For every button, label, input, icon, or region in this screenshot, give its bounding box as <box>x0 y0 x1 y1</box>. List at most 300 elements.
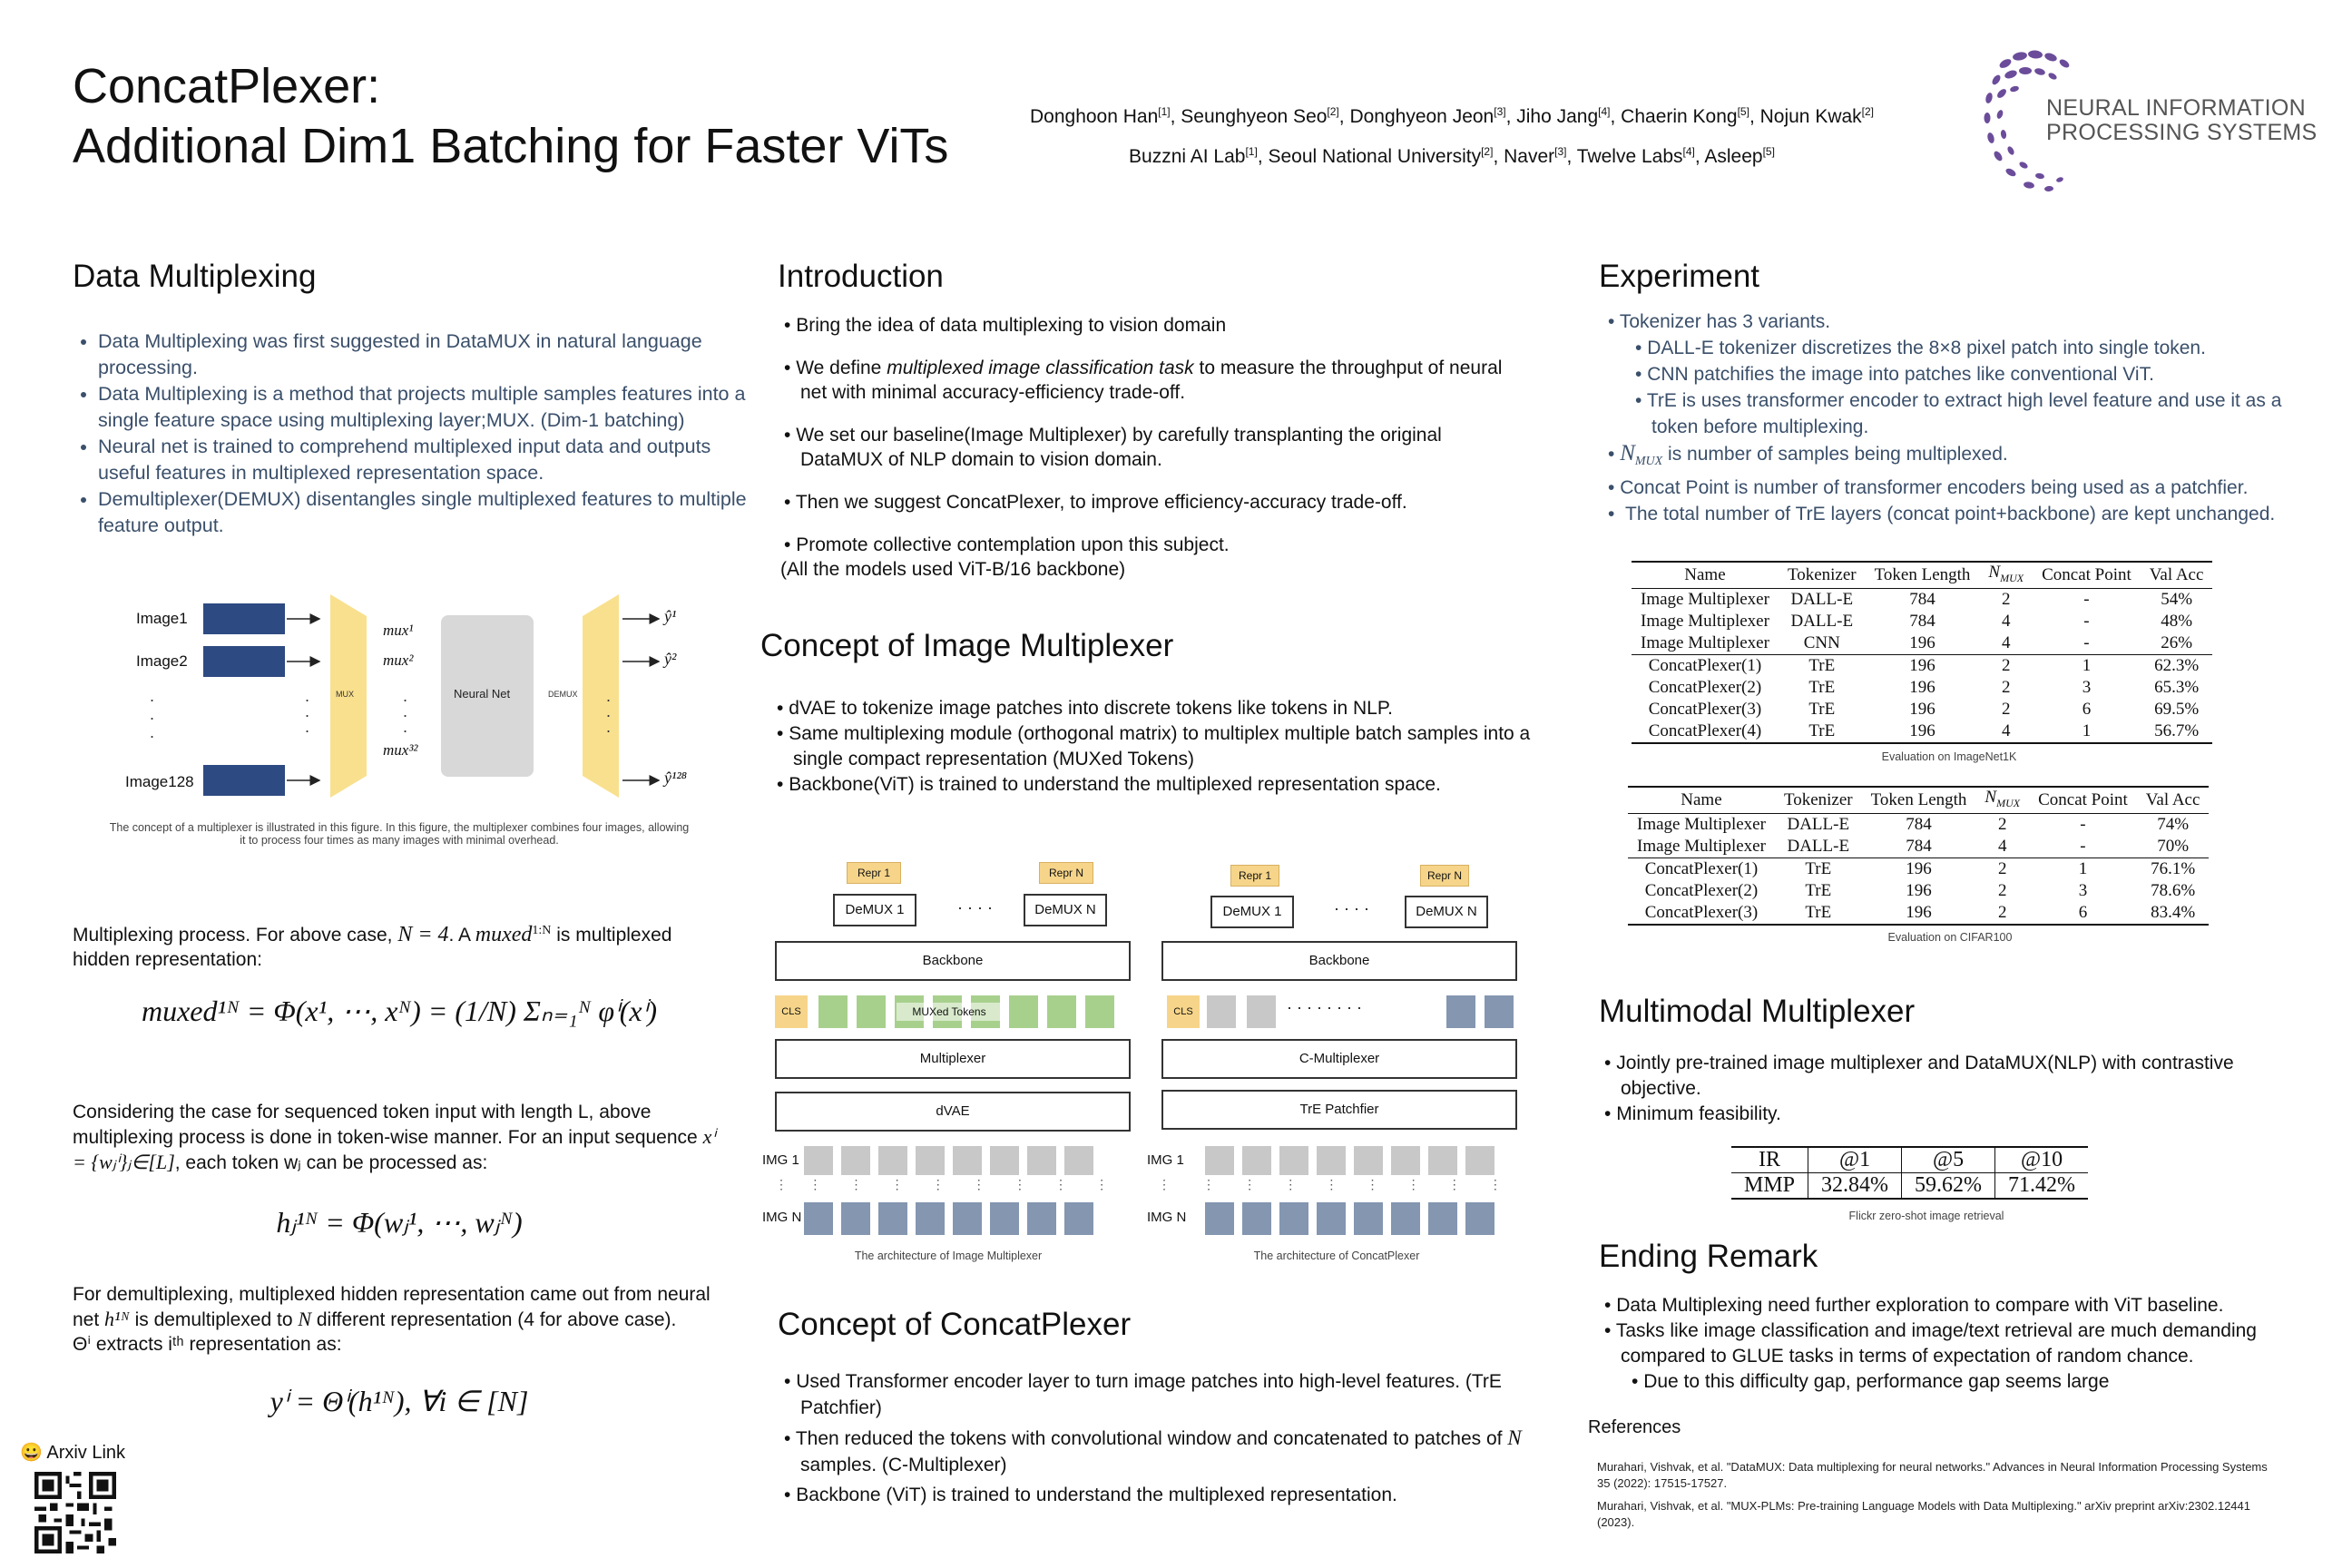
table-cell: 54% <box>2161 589 2193 609</box>
table-cell: 74% <box>2157 814 2190 834</box>
table-row <box>1628 836 2209 858</box>
table-cell: 196 <box>1862 858 1976 880</box>
image-patch <box>1465 1146 1494 1175</box>
table-cell: 6 <box>2029 902 2137 925</box>
token-ellipsis: · · · · · · · · <box>1287 998 1362 1016</box>
repr-1-box: Repr 1 <box>1230 865 1279 887</box>
bullet-text: Tokenizer has 3 variants. <box>1619 311 1831 332</box>
list-item: • Then we suggest ConcatPlexer, to improve efficiency-accuracy trade-off. <box>784 492 1407 513</box>
affiliation-name: Asleep <box>1704 146 1763 167</box>
svg-text:.: . <box>403 718 408 736</box>
table-cell: 1 <box>2033 720 2141 743</box>
table-cell: TrE <box>1808 699 1836 719</box>
bullet-text: Used Transformer encoder layer to turn image patches into high-level features. (TrE Patchfier) <box>796 1371 1502 1418</box>
table-cell: 196 <box>1909 677 1936 697</box>
table-caption: Flickr zero-shot image retrieval <box>1848 1210 2004 1222</box>
image-patch <box>953 1146 982 1175</box>
ending-body <box>1599 1293 2307 1395</box>
cifar100-results-table <box>1628 786 2209 926</box>
table-row <box>1632 611 2212 632</box>
table-cell: 784 <box>1909 589 1936 609</box>
table-cell: 3 <box>2078 880 2088 900</box>
table-cell: 83.4% <box>2137 902 2210 925</box>
tre-patchfier-box: TrE Patchfier <box>1161 1090 1517 1130</box>
table-cell: TrE <box>1775 902 1862 925</box>
qr-code[interactable] <box>34 1472 116 1553</box>
mux-label: MUX <box>336 690 354 699</box>
multiplexing-process-text <box>73 918 726 972</box>
concept-concatplexer-body <box>780 1368 1524 1508</box>
bullet-text: is number of samples being multiplexed. <box>1662 444 2008 465</box>
img-1-label: IMG 1 <box>762 1152 799 1168</box>
table-cell: 196 <box>1862 902 1976 925</box>
bullet-text: Backbone (ViT) is trained to understand the multiplexed representation. <box>796 1485 1397 1505</box>
table-cell: 62.3% <box>2141 654 2213 677</box>
svg-text:.: . <box>305 687 310 705</box>
multiplexer-figure-graphics <box>109 576 708 821</box>
list-item: • Backbone(ViT) is trained to understand the multiplexed representation space. <box>777 774 1441 795</box>
image-patch <box>1317 1202 1346 1235</box>
svg-text:.: . <box>403 702 408 720</box>
emphasis-text: multiplexed image classification task <box>887 358 1194 378</box>
table-cell: Image Multiplexer <box>1641 589 1769 609</box>
bullet-text: Tasks like image classification and image/text retrieval are much demanding compared to GLUE tasks in terms of expectation of random chance. <box>1615 1320 2257 1367</box>
image-patch <box>1242 1146 1271 1175</box>
concat-token <box>1446 995 1475 1028</box>
concept-image-mux-body <box>773 696 1535 798</box>
list-item: • $N_{MUX}$ is number of samples being multiplexed. <box>1608 441 2008 469</box>
column-header: Val Acc <box>2137 787 2210 813</box>
table-cell: DALL-E <box>1790 611 1854 631</box>
table-cell: 4 <box>2002 611 2011 631</box>
table-cell: 56.7% <box>2141 720 2213 743</box>
table-cell: 784 <box>1906 814 1932 834</box>
table-cell: Image Multiplexer <box>1641 632 1769 652</box>
table-cell: - <box>2080 836 2086 856</box>
bullet-text: DALL-E tokenizer discretizes the 8×8 pixel patch into single token. <box>1647 338 2206 358</box>
list-item: • CNN patchifies the image into patches like conventional ViT. <box>1635 364 2154 385</box>
list-item: • Concat Point is number of transformer encoders being used as a patchfier. <box>1608 477 2249 499</box>
multiplexer-concept-figure <box>109 576 708 821</box>
author-aff: [4] <box>1598 105 1611 118</box>
section-heading-multimodal: Multimodal Multiplexer <box>1599 994 1916 1029</box>
list-item: • Same multiplexing module (orthogonal matrix) to multiplex multiple batch samples into a single compact representation (MUXed Tokens) <box>777 723 1531 769</box>
equation-hidden: hⱼ¹ᴺ = Φ(wⱼ¹, ⋯, wⱼᴺ) <box>276 1206 523 1239</box>
demux-label: DEMUX <box>548 690 578 699</box>
image-label: Image2 <box>136 652 188 670</box>
affiliation-name: Buzzni AI Lab <box>1129 146 1246 167</box>
table-cell: DALL-E <box>1790 589 1854 609</box>
muxed-token <box>857 995 886 1028</box>
table-row <box>1632 720 2212 743</box>
svg-text:.: . <box>305 702 310 720</box>
column-header: Name <box>1632 562 1779 588</box>
img-n-patches <box>1205 1202 1503 1240</box>
muxed-token <box>818 995 848 1028</box>
neurips-logo <box>1978 44 2323 198</box>
math-sub: MUX <box>2000 571 2024 584</box>
list-item: • Minimum feasibility. <box>1604 1103 1781 1124</box>
list-item: • Due to this difficulty gap, performance gap seems large <box>1632 1371 2110 1392</box>
column-header: Token Length <box>1862 787 1976 813</box>
text-run: is multiplexed hidden representation: <box>73 925 672 970</box>
image-patch <box>1205 1146 1234 1175</box>
repr-1-box: Repr 1 <box>847 862 901 884</box>
column-header: Tokenizer <box>1775 787 1862 813</box>
affiliation-aff: [1] <box>1245 145 1258 158</box>
list-item: • We set our baseline(Image Multiplexer) by carefully transplanting the original DataMUX of NLP domain to vision domain. <box>784 425 1442 470</box>
image-patch <box>1391 1202 1420 1235</box>
table-row <box>1632 677 2212 699</box>
column-header: Concat Point <box>2029 787 2137 813</box>
table-cell: - <box>2083 611 2090 631</box>
ellipsis: · · · · <box>1334 899 1369 917</box>
table-cell: 196 <box>1906 880 1932 900</box>
table-row <box>1632 654 2212 677</box>
poster-title <box>73 56 948 176</box>
image-patch <box>878 1202 907 1235</box>
table-cell: TrE <box>1805 880 1832 900</box>
list-item: • Tasks like image classification and image/text retrieval are much demanding compared to GLUE tasks in terms of expectation of random chance. <box>1604 1320 2257 1367</box>
svg-text:.: . <box>606 702 612 720</box>
column-header: Token Length <box>1866 562 1980 588</box>
image-patch <box>1317 1146 1346 1175</box>
logo-line-1: NEURAL INFORMATION <box>2046 95 2306 121</box>
table-header-row <box>1628 787 2209 813</box>
c-multiplexer-box: C-Multiplexer <box>1161 1039 1517 1079</box>
table-cell: DALL-E <box>1787 836 1850 856</box>
affiliation-list: Buzzni AI Lab[1], Seoul National University[2], Naver[3], Twelve Labs[4], Asleep[5] <box>1129 145 1775 167</box>
data-multiplexing-bullets <box>74 328 751 539</box>
text-run: Considering the case for sequenced token input with length L, above multiplexing process is done in token-wise manner. For an input sequence <box>73 1102 698 1148</box>
output-label: ŷ¹²⁸ <box>664 769 688 787</box>
bullet-text: Promote collective contemplation upon this subject. <box>796 534 1230 555</box>
table-row <box>1628 880 2209 902</box>
introduction-body <box>780 313 1524 582</box>
image-patch <box>1465 1202 1494 1235</box>
column-header: Name <box>1628 787 1775 813</box>
table-cell: 2 <box>1998 814 2007 834</box>
bullet-text: Due to this difficulty gap, performance gap seems large <box>1643 1371 2110 1392</box>
affiliation-name: Twelve Labs <box>1576 146 1683 167</box>
table-cell: ConcatPlexer(2) <box>1644 880 1759 900</box>
section-heading-concept-image-multiplexer: Concept of Image Multiplexer <box>760 628 1174 663</box>
muxed-token <box>1009 995 1038 1028</box>
table-cell: 196 <box>1909 699 1936 719</box>
table-caption: Evaluation on CIFAR100 <box>1887 931 2013 944</box>
affiliation-aff: [4] <box>1682 145 1695 158</box>
table-caption: Evaluation on ImageNet1K <box>1881 750 2017 763</box>
image-patch <box>1428 1202 1457 1235</box>
text-run: is demultiplexed to <box>129 1309 299 1330</box>
math-inline: N <box>1984 788 1997 807</box>
table-row <box>1632 699 2212 720</box>
demultiplexing-text <box>73 1282 726 1357</box>
bullet-text: Data Multiplexing need further exploration to compare with ViT baseline. <box>1616 1295 2224 1316</box>
title-line-1: ConcatPlexer: <box>73 59 381 113</box>
table-row <box>1628 813 2209 836</box>
math-inline: N <box>1620 441 1635 466</box>
neural-net-label: Neural Net <box>454 687 511 701</box>
image-patch <box>841 1146 870 1175</box>
table-cell: Image Multiplexer <box>1637 814 1766 834</box>
table-cell: TrE <box>1775 858 1862 880</box>
author-name: Jiho Jang <box>1516 106 1599 127</box>
table-cell: 3 <box>2082 677 2092 697</box>
retrieval-table <box>1731 1146 2088 1200</box>
table-cell: 76.1% <box>2137 858 2210 880</box>
text-run: . A <box>448 925 475 946</box>
table-cell: 48% <box>2161 611 2193 631</box>
image-patch <box>916 1202 945 1235</box>
table-cell: ConcatPlexer(3) <box>1648 699 1762 719</box>
bullet-text: Jointly pre-trained image multiplexer and DataMUX(NLP) with contrastive objective. <box>1616 1053 2234 1099</box>
list-item: • DALL-E tokenizer discretizes the 8×8 pixel patch into single token. <box>1635 338 2206 358</box>
table-cell: TrE <box>1779 720 1866 743</box>
table-cell: 2 <box>1979 654 2033 677</box>
table-cell: 70% <box>2157 836 2190 856</box>
section-heading-data-multiplexing: Data Multiplexing <box>73 259 317 294</box>
table-cell: ConcatPlexer(3) <box>1628 902 1775 925</box>
muxed-token <box>1085 995 1114 1028</box>
section-heading-ending-remark: Ending Remark <box>1599 1239 1818 1274</box>
table-cell: 32.84% <box>1808 1173 1902 1200</box>
bullet-text: CNN patchifies the image into patches like conventional ViT. <box>1647 364 2154 385</box>
image-patch <box>1279 1202 1308 1235</box>
list-item: • Data Multiplexing is a method that projects multiple samples features into a single feature space using multiplexing layer;MUX. (Dim-1 batching) <box>98 381 751 434</box>
muxed-token <box>1047 995 1076 1028</box>
img-1-patches <box>804 1146 1093 1180</box>
image-patch <box>1205 1202 1234 1235</box>
title-line-2: Additional Dim1 Batching for Faster ViTs <box>73 119 949 173</box>
image-patch <box>1064 1146 1093 1175</box>
references-list <box>1597 1459 2269 1531</box>
image-patch <box>841 1202 870 1235</box>
table-cell: - <box>2080 814 2086 834</box>
table-cell: 1 <box>2029 858 2137 880</box>
img-1-patches <box>1205 1146 1503 1180</box>
column-header: IR <box>1731 1147 1808 1173</box>
list-item: • Tokenizer has 3 variants. <box>1608 311 1831 332</box>
dvae-box: dVAE <box>775 1092 1131 1132</box>
mux-term: mux¹ <box>383 622 414 639</box>
column-header: Concat Point <box>2033 562 2141 588</box>
references-heading: References <box>1588 1417 1681 1437</box>
section-heading-introduction: Introduction <box>778 259 944 294</box>
column-header <box>1979 562 2033 588</box>
column-header: @5 <box>1902 1147 1995 1173</box>
vertical-ellipsis: . . . <box>150 687 155 741</box>
backbone-box: Backbone <box>1161 941 1517 981</box>
table-cell: 6 <box>2082 699 2092 719</box>
table-row <box>1632 632 2212 655</box>
affiliation-aff: [5] <box>1762 145 1775 158</box>
image-patch <box>1354 1202 1383 1235</box>
list-item: • We define multiplexed image classification task to measure the throughput of neural net with minimal accuracy-efficiency trade-off. <box>784 358 1503 403</box>
list-item: • Data Multiplexing was first suggested in DataMUX in natural language processing. <box>98 328 751 381</box>
cls-token: CLS <box>1167 995 1200 1028</box>
author-aff: [2] <box>1861 105 1875 118</box>
output-label: ŷ² <box>664 650 677 668</box>
image-label: Image1 <box>136 610 188 627</box>
math-inline: N <box>298 1308 312 1330</box>
column-header: @10 <box>1995 1147 2089 1173</box>
table-cell: 2 <box>2002 589 2011 609</box>
math-sub: MUX <box>1996 796 2021 809</box>
figure-caption: The architecture of ConcatPlexer <box>1253 1250 1420 1262</box>
multiplexer-box: Multiplexer <box>775 1039 1131 1079</box>
table-cell: 78.6% <box>2151 880 2196 900</box>
table-cell: 65.3% <box>2154 677 2200 697</box>
mux-term: mux³² <box>383 741 418 759</box>
table-cell: 26% <box>2161 632 2193 652</box>
list-item: • Promote collective contemplation upon this subject. <box>784 534 1230 555</box>
image-patch <box>1428 1146 1457 1175</box>
mux-term: mux² <box>383 652 414 669</box>
list-item: • Jointly pre-trained image multiplexer and DataMUX(NLP) with contrastive objective. <box>1604 1053 2234 1099</box>
bullet-text: samples. (C-Multiplexer) <box>800 1455 1007 1475</box>
table-cell: TrE <box>1779 654 1866 677</box>
list-item: • Bring the idea of data multiplexing to vision domain <box>784 315 1227 336</box>
table-cell: 4 <box>2002 632 2011 652</box>
experiment-bullets <box>1606 309 2314 527</box>
multimodal-body <box>1599 1051 2307 1127</box>
svg-text:.: . <box>305 718 310 736</box>
table-row <box>1731 1173 2088 1200</box>
section-heading-concept-concatplexer: Concept of ConcatPlexer <box>778 1307 1132 1342</box>
imagenet-results-table <box>1632 561 2212 744</box>
affiliation-name: Naver <box>1504 146 1555 167</box>
math-inline: N = 4 <box>397 923 449 946</box>
reference-item: Murahari, Vishvak, et al. "MUX-PLMs: Pre-training Language Models with Data Multiplexing." arXiv preprint arXiv:2302.12441 (2023). <box>1597 1499 2251 1529</box>
image-patch <box>804 1202 833 1235</box>
arxiv-link[interactable]: 😀 Arxiv Link <box>20 1443 126 1463</box>
table-cell: 196 <box>1866 654 1980 677</box>
equation-demux: yⁱ = Θⁱ(h¹ᴺ), ∀i ∈ [N] <box>270 1385 529 1417</box>
table-cell: 59.62% <box>1902 1173 1995 1200</box>
bullet-text: Then we suggest ConcatPlexer, to improve efficiency-accuracy trade-off. <box>795 492 1407 513</box>
table-cell: ConcatPlexer(4) <box>1632 720 1779 743</box>
text-run: Multiplexing process. For above case, <box>73 925 398 946</box>
column-header: Tokenizer <box>1779 562 1866 588</box>
ellipsis: · · · · <box>957 898 993 916</box>
text-run: , each token wⱼ can be processed as: <box>174 1152 488 1173</box>
math-inline: h¹ᴺ <box>104 1308 130 1330</box>
bullet-text: Then reduced the tokens with convolutional window and concatenated to patches of <box>795 1428 1508 1449</box>
token-wise-text <box>73 1100 726 1175</box>
table-row <box>1628 902 2209 925</box>
image-label: Image128 <box>125 773 194 790</box>
demux-n-box: DeMUX N <box>1024 894 1107 926</box>
svg-text:.: . <box>606 718 612 736</box>
list-item: • Then reduced the tokens with convolutional window and concatenated to patches of N samples. (C-Multiplexer) <box>784 1426 1522 1475</box>
table-cell: 784 <box>1906 836 1932 856</box>
svg-text:.: . <box>403 687 408 705</box>
neurips-wordmark <box>2046 96 2318 145</box>
table-cell: 71.42% <box>1995 1173 2089 1200</box>
image-patch <box>1064 1202 1093 1235</box>
vertical-ellipsis: ⋮ ⋮ ⋮ ⋮ ⋮ ⋮ ⋮ ⋮ ⋮ <box>1158 1177 1502 1191</box>
table-cell: 196 <box>1866 720 1980 743</box>
img-n-patches <box>804 1202 1093 1240</box>
image-patch <box>1354 1146 1383 1175</box>
math-inline: N <box>1988 563 2001 582</box>
table-cell: ConcatPlexer(2) <box>1648 677 1762 697</box>
table-cell: 2 <box>1998 880 2007 900</box>
math-inline: N <box>1507 1426 1522 1449</box>
bullet-text: Same multiplexing module (orthogonal matrix) to multiplex multiple batch samples into a single compact representation (MUXed Tokens) <box>789 723 1531 769</box>
table-cell: 4 <box>1998 836 2007 856</box>
author-name: Nojun Kwak <box>1759 106 1862 127</box>
math-inline: xⁱ = {wⱼⁱ}ⱼ∈[L] <box>73 1125 716 1173</box>
img-n-label: IMG N <box>762 1210 802 1225</box>
column-header: @1 <box>1808 1147 1902 1173</box>
table-cell: 69.5% <box>2154 699 2200 719</box>
table-cell: ConcatPlexer(1) <box>1628 858 1775 880</box>
table-cell: Image Multiplexer <box>1637 836 1766 856</box>
image-multiplexer-architecture <box>762 858 1134 1275</box>
author-aff: [2] <box>1327 105 1339 118</box>
svg-text:.: . <box>606 687 612 705</box>
author-name: Donghyeon Jeon <box>1349 106 1494 127</box>
table-row <box>1628 858 2209 880</box>
author-name: Seunghyeon Seo <box>1181 106 1328 127</box>
table-cell: Image Multiplexer <box>1641 611 1769 631</box>
affiliation-aff: [2] <box>1481 145 1494 158</box>
text-run: Θⁱ extracts iᵗʰ representation as: <box>73 1334 342 1355</box>
text-run: different representation (4 for above case). <box>311 1309 677 1330</box>
repr-n-box: Repr N <box>1420 865 1469 887</box>
text-run: For demultiplexing, multiplexed hidden representation came out from neural net <box>73 1284 710 1330</box>
backbone-note: (All the models used ViT-B/16 backbone) <box>780 559 1126 580</box>
equation-muxed: muxed¹ᴺ = Φ(x¹, ⋯, xᴺ) = (1/N) Σₙ₌₁ᴺ φⁱ(xⁱ) <box>141 995 657 1027</box>
math-sub: MUX <box>1634 455 1663 469</box>
bullet-text: We set our baseline(Image Multiplexer) by carefully transplanting the original DataMUX of NLP domain to vision domain. <box>796 425 1442 470</box>
image-patch <box>1279 1146 1308 1175</box>
bullet-text: Minimum feasibility. <box>1616 1103 1781 1124</box>
figure-caption: The architecture of Image Multiplexer <box>854 1250 1043 1262</box>
reference-item: Murahari, Vishvak, et al. "DataMUX: Data multiplexing for neural networks." Advances in Neural Information Processing Systems 35 (2022): 17515-17527. <box>1597 1460 2268 1490</box>
table-header-row <box>1632 562 2212 588</box>
author-aff: [1] <box>1158 105 1171 118</box>
concat-token <box>1485 995 1514 1028</box>
table-cell: 1 <box>2033 654 2141 677</box>
list-item: • Backbone (ViT) is trained to understand the multiplexed representation. <box>784 1485 1397 1505</box>
table-cell: - <box>2083 589 2090 609</box>
table-cell: 2 <box>2002 699 2011 719</box>
demux-1-box: DeMUX 1 <box>1210 896 1294 928</box>
img-1-label: IMG 1 <box>1147 1152 1184 1168</box>
list-item: • Data Multiplexing need further exploration to compare with ViT baseline. <box>1604 1295 2224 1316</box>
image-patch <box>1027 1202 1056 1235</box>
table-cell: 784 <box>1909 611 1936 631</box>
bullet-text: TrE is uses transformer encoder to extract high level feature and use it as a token before multiplexing. <box>1646 390 2282 437</box>
output-label: ŷ¹ <box>664 607 677 625</box>
cls-token: CLS <box>775 995 808 1028</box>
bullet-text: The total number of TrE layers (concat point+backbone) are kept unchanged. <box>1625 504 2276 525</box>
column-header: Val Acc <box>2141 562 2213 588</box>
table-cell: 2 <box>2002 677 2011 697</box>
table-cell: 4 <box>1979 720 2033 743</box>
image-patch <box>990 1146 1019 1175</box>
image-patch <box>804 1146 833 1175</box>
bullet-text: Bring the idea of data multiplexing to vision domain <box>796 315 1227 336</box>
table-cell: 2 <box>1975 858 2029 880</box>
author-aff: [3] <box>1494 105 1506 118</box>
list-item: • Used Transformer encoder layer to turn image patches into high-level features. (TrE Patchfier) <box>784 1371 1502 1418</box>
image-patch <box>916 1146 945 1175</box>
muxed-tokens-label: MUXed Tokens <box>897 1003 1002 1021</box>
